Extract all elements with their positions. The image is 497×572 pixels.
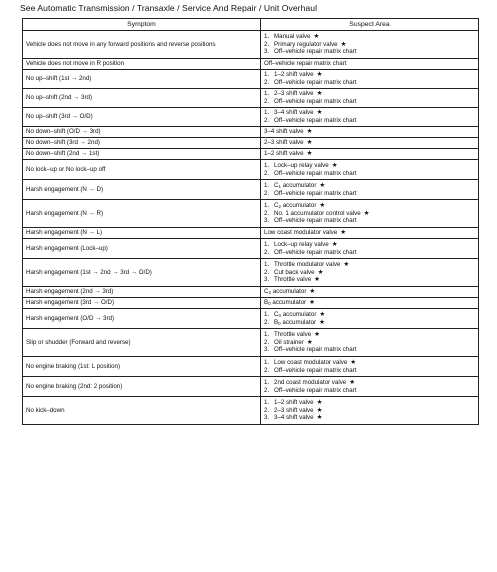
suspect-area-item [264, 399, 475, 407]
star-icon: ★ [306, 128, 313, 136]
item-number: 2. [264, 117, 270, 124]
item-number: 1. [264, 310, 270, 318]
suspect-area-list [264, 32, 475, 56]
table-row [23, 200, 479, 228]
suspect-area-list [264, 378, 475, 394]
item-text: Low coast modulator valve [264, 229, 338, 237]
item-number: 2. [264, 406, 270, 414]
item-number: 2. [264, 338, 270, 346]
suspect-area-item [264, 339, 475, 347]
suspect-area-cell [261, 59, 479, 70]
item-text: Throttle modulator valve [274, 260, 341, 268]
suspect-area-cell [261, 108, 479, 127]
symptom-cell: Vehicle does not move in any forward positions and reverse positions [23, 31, 261, 59]
item-number: 2. [264, 79, 270, 86]
star-icon: ★ [317, 268, 324, 276]
item-number: 2. [264, 209, 270, 217]
table-row [23, 127, 479, 138]
symptom-cell: Slip or shudder (Forward and reverse) [23, 329, 261, 357]
suspect-area-list [264, 299, 475, 308]
star-icon: ★ [309, 299, 315, 307]
suspect-area-list [264, 60, 475, 69]
item-number: 3. [264, 48, 270, 56]
suspect-area-list [264, 161, 475, 177]
suspect-area-item [264, 98, 475, 106]
item-text: C [274, 201, 279, 209]
table-row [23, 259, 479, 287]
item-text: 3–4 shift valve [264, 128, 304, 136]
suspect-area-list [264, 90, 475, 106]
star-icon: ★ [313, 32, 320, 40]
item-text: Throttle valve [274, 330, 312, 338]
suspect-area-column-header: Suspect Area [261, 19, 479, 31]
item-number: 2. [264, 248, 270, 256]
symptom-cell: Harsh engagement (3rd → O/D) [23, 298, 261, 309]
item-text: B [264, 299, 269, 307]
item-text-suffix: accumulator [280, 181, 317, 189]
suspect-area-item [264, 414, 475, 422]
item-number: 2. [264, 318, 270, 326]
suspect-area-cell [261, 89, 479, 108]
item-text: C [264, 288, 269, 296]
table-row [23, 70, 479, 89]
symptom-column-header: Symptom [23, 19, 261, 31]
star-icon: ★ [314, 276, 321, 284]
item-subscript: 0 [268, 301, 271, 307]
item-number: 1. [264, 378, 270, 386]
symptom-cell: Harsh engagement (N → R) [23, 200, 261, 228]
suspect-area-item [264, 288, 475, 296]
symptom-cell: Harsh engagement (N → D) [23, 180, 261, 200]
suspect-area-item [264, 217, 475, 225]
item-number: 1. [264, 90, 270, 98]
suspect-area-item [264, 387, 475, 395]
star-icon: ★ [350, 358, 357, 366]
symptom-cell: No up–shift (3rd → O/D) [23, 108, 261, 127]
table-row [23, 89, 479, 108]
suspect-area-cell [261, 149, 479, 160]
item-number: 1. [264, 201, 270, 209]
symptom-cell: No engine braking (1st: L position) [23, 357, 261, 377]
item-subscript: 2 [278, 203, 281, 209]
star-icon: ★ [349, 378, 356, 386]
suspect-area-cell [261, 200, 479, 228]
suspect-area-list [264, 71, 475, 87]
item-number: 2. [264, 366, 270, 374]
suspect-area-item [264, 299, 475, 307]
table-row [23, 329, 479, 357]
symptom-cell: Harsh engagement (2nd → 3rd) [23, 287, 261, 298]
item-number: 2. [264, 189, 270, 197]
item-number: 1. [264, 181, 270, 189]
table-row [23, 309, 479, 329]
suspect-area-item [264, 202, 475, 210]
table-row [23, 377, 479, 397]
item-text: C [274, 310, 279, 318]
suspect-area-cell [261, 127, 479, 138]
table-row [23, 108, 479, 127]
symptom-table [22, 18, 479, 425]
table-row [23, 239, 479, 259]
table-row [23, 287, 479, 298]
star-icon: ★ [363, 209, 370, 217]
item-text: Off–vehicle repair matrix chart [274, 386, 357, 394]
symptom-cell: No engine braking (2nd: 2 position) [23, 377, 261, 397]
suspect-area-cell [261, 70, 479, 89]
suspect-area-cell [261, 228, 479, 239]
suspect-area-cell [261, 397, 479, 425]
item-number: 3. [264, 346, 270, 354]
item-text: Throttle valve [274, 276, 312, 284]
item-number: 3. [264, 414, 270, 422]
item-subscript: 0 [278, 320, 281, 326]
item-text-suffix: accumulator [280, 201, 317, 209]
item-subscript: 0 [278, 312, 281, 318]
suspect-area-cell [261, 377, 479, 397]
symptom-cell: No down–shift (O/D → 3rd) [23, 127, 261, 138]
suspect-area-item [264, 48, 475, 56]
suspect-area-item [264, 346, 475, 354]
suspect-area-item [264, 311, 475, 319]
item-number: 2. [264, 98, 270, 105]
item-text: Cut back valve [274, 268, 315, 276]
item-number: 2. [264, 169, 270, 177]
item-text: Oil strainer [274, 338, 304, 346]
item-number: 1. [264, 240, 270, 248]
item-text: 2nd coast modulator valve [274, 378, 347, 386]
symptom-cell: Vehicle does not move in R position [23, 59, 261, 70]
item-number: 1. [264, 71, 270, 79]
symptom-cell: Harsh engagement (N → L) [23, 228, 261, 239]
star-icon: ★ [306, 150, 313, 158]
item-subscript: 1 [278, 183, 281, 189]
star-icon: ★ [340, 229, 347, 237]
star-icon: ★ [316, 109, 323, 117]
table-row [23, 180, 479, 200]
item-text: Off–vehicle repair matrix chart [274, 169, 357, 177]
item-number: 1. [264, 398, 270, 406]
item-number: 1. [264, 161, 270, 169]
item-text: 3–4 shift valve [274, 414, 314, 422]
star-icon: ★ [316, 90, 323, 98]
suspect-area-item [264, 319, 475, 327]
suspect-area-item [264, 109, 475, 117]
item-text: 1–2 shift valve [274, 398, 314, 406]
item-text: Off–vehicle repair matrix chart [274, 79, 357, 86]
suspect-area-item [264, 331, 475, 339]
suspect-area-cell [261, 309, 479, 329]
suspect-area-list [264, 240, 475, 256]
item-text: C [274, 181, 279, 189]
table-row [23, 397, 479, 425]
suspect-area-cell [261, 287, 479, 298]
item-text: 2–3 shift valve [264, 139, 304, 147]
suspect-area-item [264, 241, 475, 249]
suspect-area-item [264, 128, 475, 136]
suspect-area-item [264, 79, 475, 87]
item-number: 1. [264, 109, 270, 117]
item-text: 2–3 shift valve [274, 406, 314, 414]
suspect-area-item [264, 162, 475, 170]
symptom-cell: No up–shift (1st → 2nd) [23, 70, 261, 89]
star-icon: ★ [343, 260, 350, 268]
item-number: 2. [264, 268, 270, 276]
suspect-area-list [264, 128, 475, 137]
item-text-suffix: accumulator [270, 288, 307, 296]
star-icon: ★ [319, 201, 326, 209]
symptom-cell: Harsh engagement (1st → 2nd → 3rd → O/D) [23, 259, 261, 287]
suspect-area-item [264, 182, 475, 190]
symptom-cell: Harsh engagement (O/D → 3rd) [23, 309, 261, 329]
item-text: 3–4 shift valve [274, 109, 314, 117]
suspect-area-list [264, 150, 475, 159]
item-number: 1. [264, 260, 270, 268]
suspect-area-list [264, 229, 475, 238]
table-header-row [23, 19, 479, 31]
suspect-area-item [264, 359, 475, 367]
suspect-area-cell [261, 239, 479, 259]
symptom-cell: No lock–up or No lock–up off [23, 160, 261, 180]
suspect-area-item [264, 60, 475, 68]
suspect-area-list [264, 260, 475, 284]
suspect-area-cell [261, 138, 479, 149]
star-icon: ★ [331, 240, 338, 248]
item-text: 1–2 shift valve [274, 71, 314, 79]
star-icon: ★ [340, 40, 347, 48]
star-icon: ★ [306, 139, 313, 147]
suspect-area-item [264, 41, 475, 49]
item-text: B [274, 318, 279, 326]
item-text: Off–vehicle repair matrix chart [274, 346, 357, 354]
suspect-area-list [264, 330, 475, 354]
item-number: 1. [264, 358, 270, 366]
table-row [23, 160, 479, 180]
suspect-area-item [264, 117, 475, 125]
item-number: 3. [264, 276, 270, 284]
item-text: Off–vehicle repair matrix chart [264, 60, 347, 68]
star-icon: ★ [306, 338, 313, 346]
suspect-area-cell [261, 160, 479, 180]
suspect-area-cell [261, 31, 479, 59]
item-text-suffix: accumulator [280, 318, 317, 326]
item-text: No. 1 accumulator control valve [274, 209, 361, 217]
suspect-area-item [264, 229, 475, 237]
star-icon: ★ [316, 406, 323, 414]
item-text-suffix: accumulator [280, 310, 317, 318]
item-text: 2–3 shift valve [274, 90, 314, 98]
suspect-area-list [264, 139, 475, 148]
suspect-area-item [264, 276, 475, 284]
star-icon: ★ [319, 310, 326, 318]
suspect-area-item [264, 210, 475, 218]
suspect-area-list [264, 310, 475, 326]
suspect-area-list [264, 109, 475, 125]
item-subscript: 2 [268, 290, 271, 296]
star-icon: ★ [316, 398, 323, 406]
suspect-area-list [264, 288, 475, 297]
symptom-cell: No down–shift (2nd → 1st) [23, 149, 261, 160]
item-text: 1–2 shift valve [264, 150, 304, 158]
suspect-area-item [264, 150, 475, 158]
symptom-cell: Harsh engagement (Lock–up) [23, 239, 261, 259]
star-icon: ★ [319, 181, 326, 189]
suspect-area-item [264, 139, 475, 147]
item-text: Lock–up relay valve [274, 240, 329, 248]
star-icon: ★ [314, 330, 321, 338]
star-icon: ★ [331, 161, 338, 169]
suspect-area-item [264, 90, 475, 98]
suspect-area-cell [261, 180, 479, 200]
suspect-area-item [264, 367, 475, 375]
suspect-area-item [264, 249, 475, 257]
item-text: Off–vehicle repair matrix chart [274, 117, 357, 124]
suspect-area-item [264, 71, 475, 79]
table-row [23, 59, 479, 70]
item-number: 2. [264, 386, 270, 394]
item-number: 1. [264, 330, 270, 338]
item-text-suffix: accumulator [270, 299, 307, 307]
suspect-area-item [264, 33, 475, 41]
suspect-area-cell [261, 357, 479, 377]
star-icon: ★ [316, 71, 323, 79]
item-number: 1. [264, 32, 270, 40]
item-text: Off–vehicle repair matrix chart [274, 48, 357, 56]
page-title: See Automatic Transmission / Transaxle / Service And Repair / Unit Overhaul [20, 3, 318, 13]
item-text: Off–vehicle repair matrix chart [274, 217, 357, 225]
table-row [23, 298, 479, 309]
suspect-area-list [264, 358, 475, 374]
table-row [23, 31, 479, 59]
suspect-area-cell [261, 259, 479, 287]
star-icon: ★ [319, 318, 325, 326]
table-row [23, 138, 479, 149]
suspect-area-list [264, 398, 475, 422]
suspect-area-list [264, 181, 475, 197]
item-text: Lock–up relay valve [274, 161, 329, 169]
suspect-area-item [264, 261, 475, 269]
item-text: Manual valve [274, 32, 311, 40]
suspect-area-cell [261, 329, 479, 357]
table-row [23, 228, 479, 239]
suspect-area-item [264, 170, 475, 178]
symptom-cell: No down–shift (3rd → 2nd) [23, 138, 261, 149]
item-text: Primary regulator valve [274, 40, 338, 48]
table-body [23, 31, 479, 425]
item-number: 2. [264, 40, 270, 48]
item-text: Low coast modulator valve [274, 358, 348, 366]
item-number: 3. [264, 217, 270, 225]
suspect-area-item [264, 379, 475, 387]
suspect-area-item [264, 190, 475, 198]
item-text: Off–vehicle repair matrix chart [274, 248, 357, 256]
item-text: Off–vehicle repair matrix chart [274, 189, 357, 197]
table-row [23, 149, 479, 160]
symptom-cell: No kick–down [23, 397, 261, 425]
suspect-area-list [264, 201, 475, 225]
star-icon: ★ [316, 414, 323, 422]
symptom-cell: No up–shift (2nd → 3rd) [23, 89, 261, 108]
suspect-area-cell [261, 298, 479, 309]
table-row [23, 357, 479, 377]
item-text: Off–vehicle repair matrix chart [274, 98, 357, 105]
star-icon: ★ [309, 288, 316, 296]
item-text: Off–vehicle repair matrix chart [274, 366, 357, 374]
